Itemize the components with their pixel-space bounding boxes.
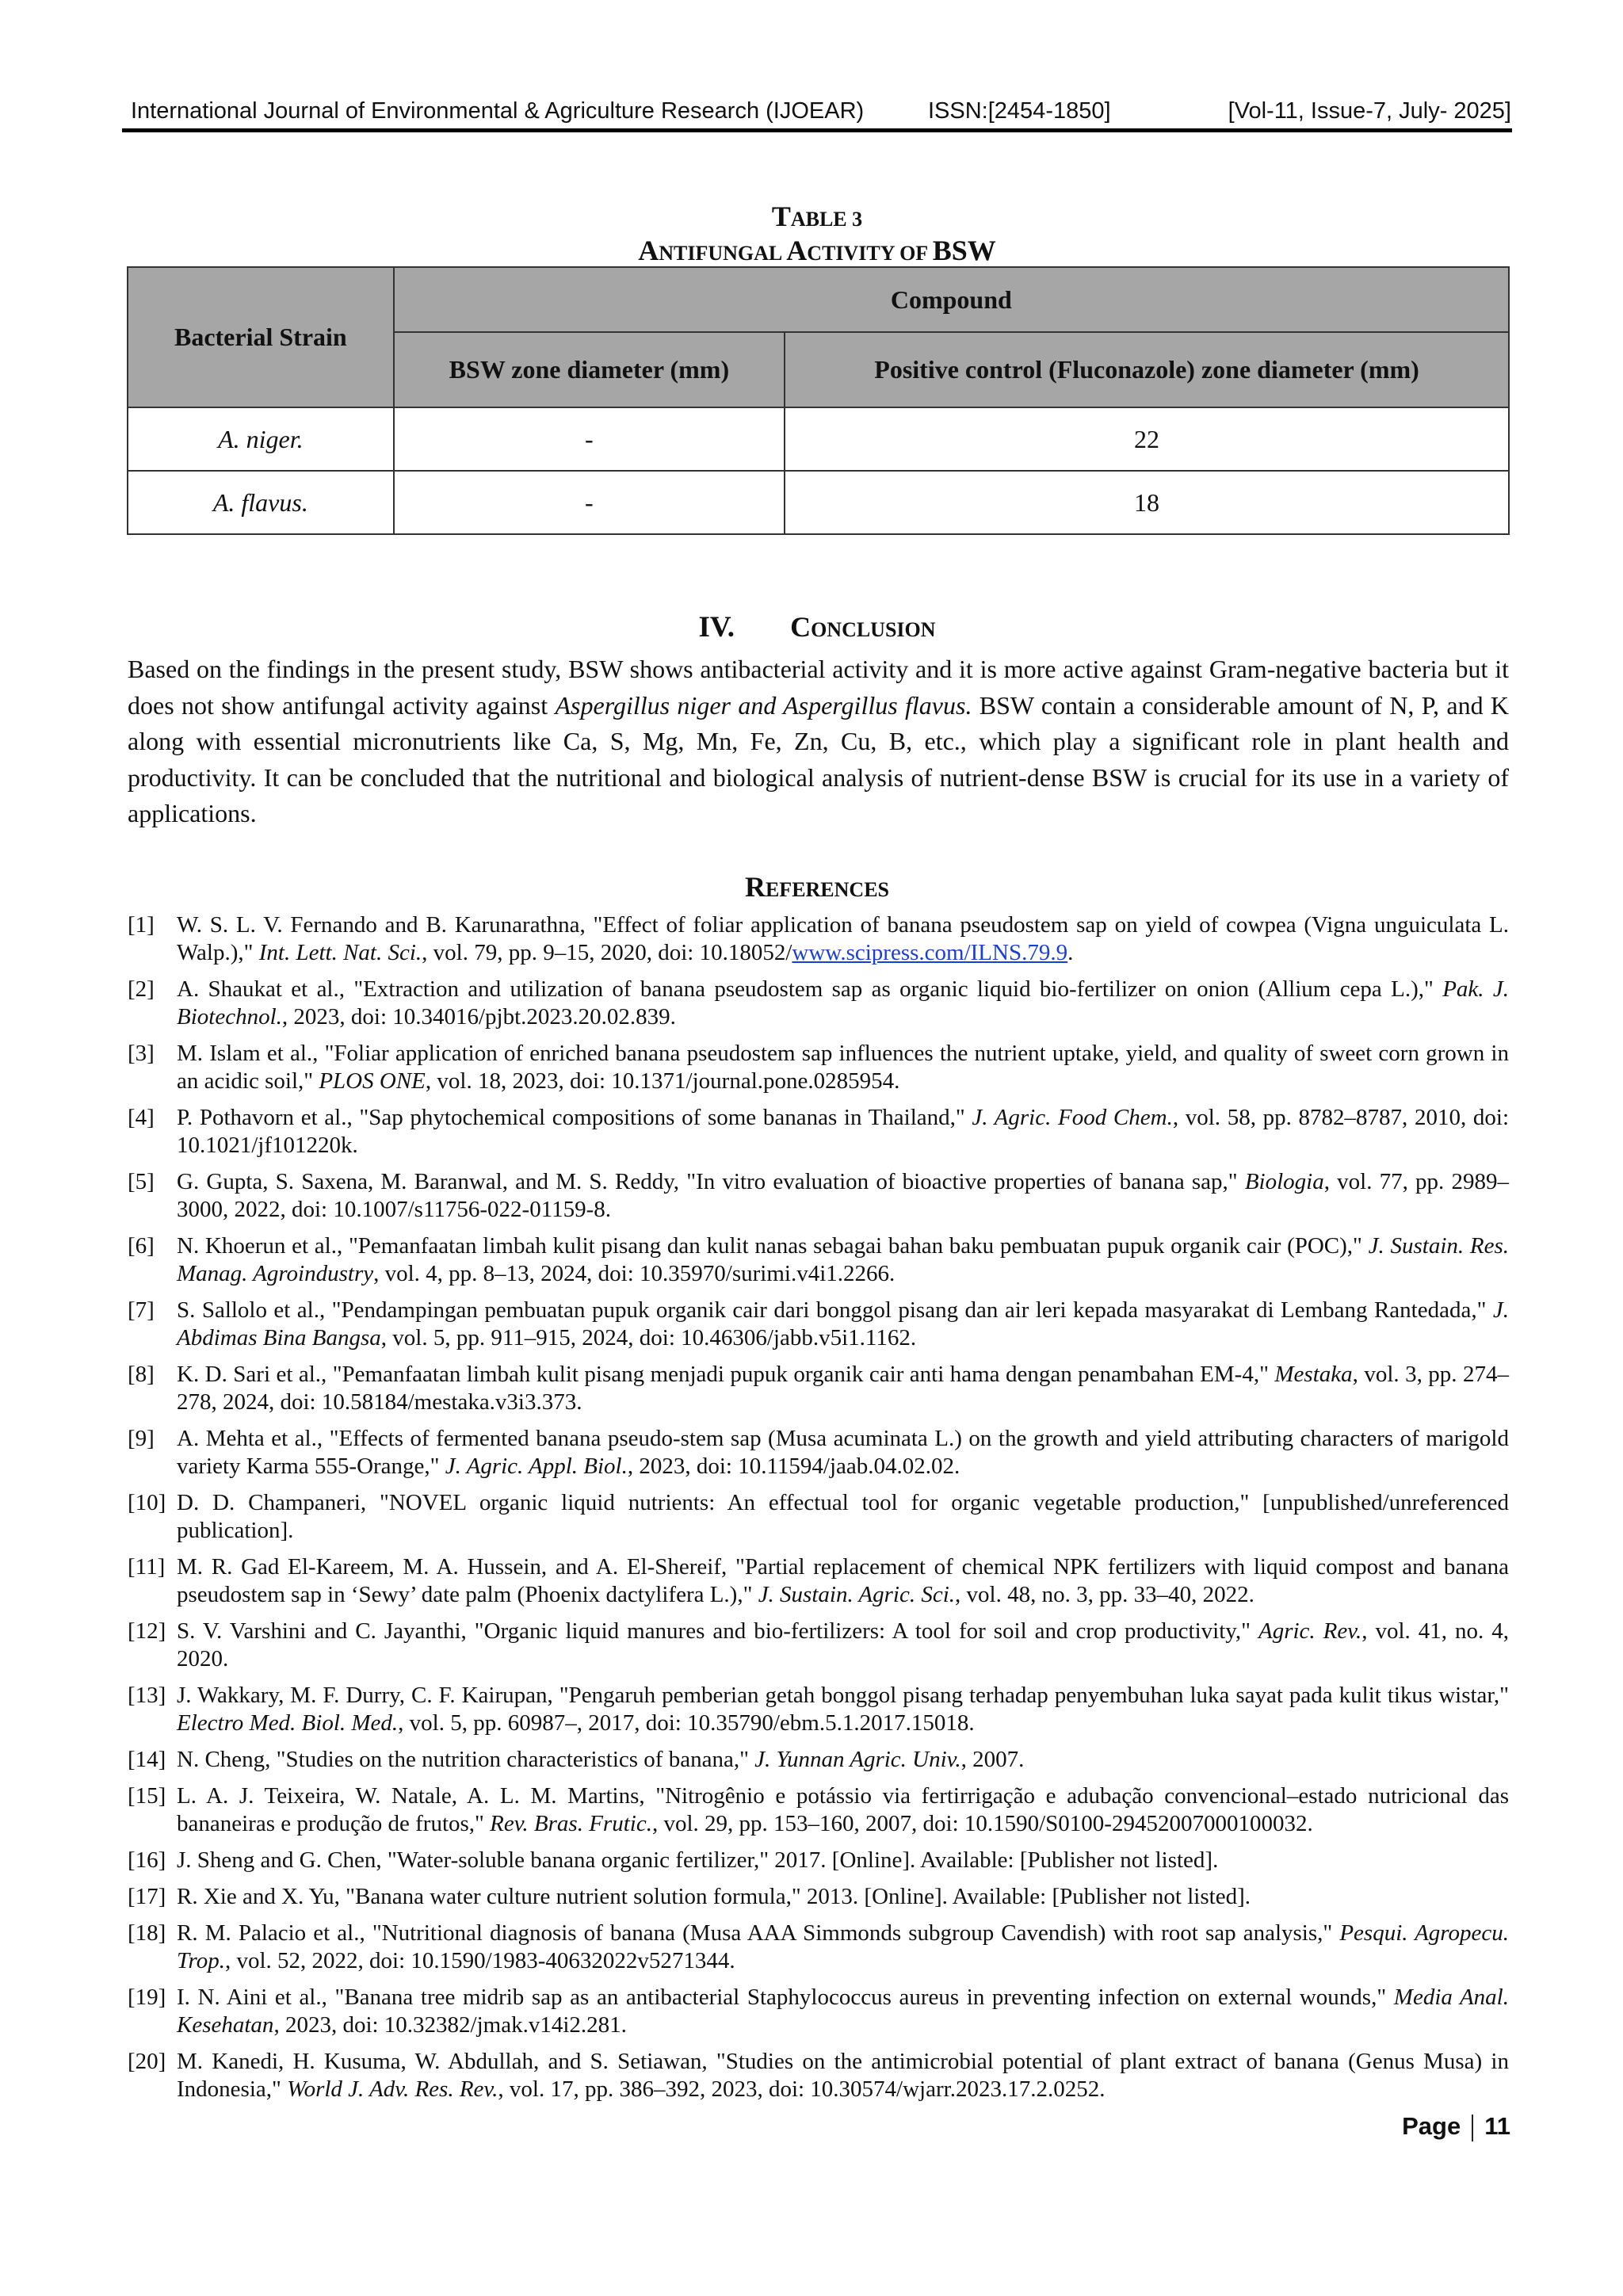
reference-item <box>128 1984 1509 2039</box>
reference-item <box>128 1040 1509 1095</box>
reference-text: J. Wakkary, M. F. Durry, C. F. Kairupan, "Pengaruh pemberian getah bonggol pisang terhadap penyembuhan luka sayat pada kulit tikus wistar," Electro Med. Biol. Med., vol. 5, pp. 60987–, 2017, doi: 10.35790/ebm.5.1.2017.15018. <box>177 1683 1509 1736</box>
reference-item <box>128 1782 1509 1838</box>
volume-issue: [Vol-11, Issue-7, July- 2025] <box>1228 98 1511 124</box>
antifungal-table <box>127 266 1510 535</box>
reference-link[interactable]: www.scipress.com/ILNS.79.9 <box>792 940 1068 965</box>
reference-journal: Pesqui. Agropecu. Trop. <box>177 1920 1509 1973</box>
header-compound: Compound <box>394 267 1509 332</box>
reference-number: [14] <box>128 1747 166 1772</box>
table-caption-number: TABLE 3 <box>771 201 863 232</box>
reference-number: [6] <box>128 1233 155 1259</box>
reference-journal: Int. Lett. Nat. Sci. <box>258 940 422 965</box>
references-heading: REFERENCES <box>744 871 890 903</box>
reference-text: N. Cheng, "Studies on the nutrition characteristics of banana," J. Yunnan Agric. Univ., 2007. <box>177 1747 1025 1772</box>
table-row <box>128 471 1509 534</box>
reference-text: M. Islam et al., "Foliar application of enriched banana pseudostem sap influences the nutrient uptake, yield, and quality of sweet corn grown in an acidic soil," PLOS ONE, vol. 18, 2023, doi: 10.1371/journal.pone.0285954. <box>177 1041 1509 1094</box>
reference-item <box>128 1361 1509 1416</box>
reference-number: [3] <box>128 1041 155 1066</box>
reference-text: I. N. Aini et al., "Banana tree midrib sap as an antibacterial Staphylococcus aureus in preventing infection on external wounds," Media Anal. Kesehatan, 2023, doi: 10.32382/jmak.v14i2.281. <box>177 1985 1509 2038</box>
running-header <box>129 95 1511 130</box>
reference-item <box>128 976 1509 1031</box>
page-number: 11 <box>1484 2112 1510 2140</box>
reference-number: [12] <box>128 1618 166 1644</box>
strain-cell: A. flavus. <box>128 471 394 534</box>
header-control-zone: Positive control (Fluconazole) zone diameter (mm) <box>785 332 1509 407</box>
reference-item <box>128 1168 1509 1224</box>
bsw-cell: - <box>394 407 785 471</box>
reference-number: [13] <box>128 1683 166 1708</box>
reference-item <box>128 1425 1509 1480</box>
control-cell: 18 <box>785 471 1509 534</box>
reference-item <box>128 1920 1509 1975</box>
reference-text: S. Sallolo et al., "Pendampingan pembuatan pupuk organik cair dari bonggol pisang dan air leri kepada masyarakat di Lembang Rantedada," J. Abdimas Bina Bangsa, vol. 5, pp. 911–915, 2024, doi: 10.46306/jabb.v5i1.1162. <box>177 1297 1509 1350</box>
reference-number: [17] <box>128 1884 166 1909</box>
conclusion-heading: IV. CONCLUSION <box>698 611 936 644</box>
page-footer <box>1402 2112 1510 2141</box>
reference-text: M. Kanedi, H. Kusuma, W. Abdullah, and S. Setiawan, "Studies on the antimicrobial potential of plant extract of banana (Genus Musa) in Indonesia," World J. Adv. Res. Rev., vol. 17, pp. 386–392, 2023, doi: 10.30574/wjarr.2023.17.2.0252. <box>177 2049 1509 2102</box>
issn: ISSN:[2454-1850] <box>928 98 1111 124</box>
reference-number: [1] <box>128 912 155 938</box>
header-rule <box>122 128 1512 132</box>
reference-item <box>128 1847 1509 1874</box>
reference-number: [8] <box>128 1362 155 1387</box>
reference-number: [5] <box>128 1169 155 1194</box>
reference-item <box>128 1746 1509 1774</box>
reference-number: [7] <box>128 1297 155 1323</box>
reference-journal: Biologia <box>1244 1169 1324 1194</box>
reference-item <box>128 1104 1509 1159</box>
reference-journal: J. Yunnan Agric. Univ. <box>754 1747 961 1772</box>
reference-number: [20] <box>128 2049 166 2074</box>
bsw-cell: - <box>394 471 785 534</box>
reference-text: R. Xie and X. Yu, "Banana water culture nutrient solution formula," 2013. [Online]. Available: [Publisher not listed]. <box>177 1884 1251 1909</box>
reference-number: [9] <box>128 1426 155 1451</box>
reference-journal: J. Agric. Food Chem. <box>972 1105 1173 1130</box>
reference-item <box>128 1883 1509 1911</box>
reference-text: P. Pothavorn et al., "Sap phytochemical compositions of some bananas in Thailand," J. Agric. Food Chem., vol. 58, pp. 8782–8787, 2010, doi: 10.1021/jf101220k. <box>177 1105 1509 1158</box>
reference-list <box>128 911 1509 2112</box>
reference-number: [11] <box>128 1554 166 1580</box>
reference-item <box>128 911 1509 967</box>
reference-item <box>128 1489 1509 1545</box>
reference-journal: Rev. Bras. Frutic. <box>490 1811 652 1836</box>
reference-item <box>128 2048 1509 2103</box>
reference-text: N. Khoerun et al., "Pemanfaatan limbah kulit pisang dan kulit nanas sebagai bahan baku pembuatan pupuk organik cair (POC)," J. Sustain. Res. Manag. Agroindustry, vol. 4, pp. 8–13, 2024, doi: 10.35970/surimi.v4i1.2266. <box>177 1233 1509 1286</box>
conclusion-paragraph: Based on the findings in the present study, BSW shows antibacterial activity and it is more active against Gram-negative bacteria but it does not show antifungal activity against Aspergillus niger and Aspergillus flavus. BSW contain a considerable amount of N, P, and K along with essential micronutrients like Ca, S, Mg, Mn, Fe, Zn, Cu, B, etc., which play a significant role in plant health and productivity. It can be concluded that the nutritional and biological analysis of nutrient-dense BSW is crucial for its use in a variety of applications. <box>128 655 1510 827</box>
reference-journal: Electro Med. Biol. Med. <box>177 1710 399 1736</box>
reference-number: [19] <box>128 1985 166 2010</box>
reference-journal: Pak. J. Biotechnol. <box>177 976 1509 1030</box>
strain-cell: A. niger. <box>128 407 394 471</box>
reference-item <box>128 1553 1509 1609</box>
header-bsw-zone: BSW zone diameter (mm) <box>394 332 785 407</box>
reference-text: R. M. Palacio et al., "Nutritional diagnosis of banana (Musa AAA Simmonds subgroup Cavendish) with root sap analysis," Pesqui. Agropecu. Trop., vol. 52, 2022, doi: 10.1590/1983-40632022v5271344. <box>177 1920 1509 1973</box>
reference-text: K. D. Sari et al., "Pemanfaatan limbah kulit pisang menjadi pupuk organik cair anti hama dengan penambahan EM-4," Mestaka, vol. 3, pp. 274–278, 2024, doi: 10.58184/mestaka.v3i3.373. <box>177 1362 1510 1415</box>
reference-number: [18] <box>128 1920 166 1946</box>
reference-journal: J. Agric. Appl. Biol. <box>445 1454 628 1479</box>
header-bacterial-strain: Bacterial Strain <box>128 267 394 407</box>
reference-journal: J. Sustain. Agric. Sci. <box>758 1582 956 1607</box>
reference-journal: World J. Adv. Res. Rev. <box>287 2076 498 2102</box>
reference-text: A. Mehta et al., "Effects of fermented banana pseudo-stem sap (Musa acuminata L.) on the growth and yield attributing characters of marigold variety Karma 555-Orange," J. Agric. Appl. Biol., 2023, doi: 10.11594/jaab.04.02.02. <box>177 1426 1509 1479</box>
reference-journal: Mestaka <box>1274 1362 1353 1387</box>
reference-journal: PLOS ONE <box>319 1068 426 1094</box>
footer-separator <box>1472 2115 1473 2141</box>
reference-text: L. A. J. Teixeira, W. Natale, A. L. M. Martins, "Nitrogênio e potássio via fertirrigação e adubação convencional–estado nutricional das bananeiras e produção de frutos," Rev. Bras. Frutic., vol. 29, pp. 153–160, 2007, doi: 10.1590/S0100-29452007000100032. <box>177 1783 1509 1836</box>
reference-journal: J. Abdimas Bina Bangsa <box>177 1297 1509 1350</box>
control-cell: 22 <box>785 407 1509 471</box>
reference-number: [10] <box>128 1490 166 1515</box>
reference-item <box>128 1297 1509 1352</box>
page-label: Page <box>1402 2112 1461 2140</box>
reference-text: A. Shaukat et al., "Extraction and utilization of banana pseudostem sap as organic liquid bio-fertilizer on onion (Allium cepa L.)," Pak. J. Biotechnol., 2023, doi: 10.34016/pjbt.2023.20.02.839. <box>177 976 1509 1030</box>
reference-item <box>128 1682 1509 1737</box>
reference-number: [4] <box>128 1105 155 1130</box>
table-row <box>128 407 1509 471</box>
reference-journal: J. Sustain. Res. Manag. Agroindustry <box>177 1233 1509 1286</box>
table-caption-title: ANTIFUNGAL ACTIVITY OF BSW <box>638 235 996 266</box>
reference-text: W. S. L. V. Fernando and B. Karunarathna, "Effect of foliar application of banana pseudostem sap on yield of cowpea (Vigna unguiculata L. Walp.)," Int. Lett. Nat. Sci., vol. 79, pp. 9–15, 2020, doi: 10.18052/www.scipress.com/ILNS.79.9. <box>177 912 1509 965</box>
reference-text: D. D. Champaneri, "NOVEL organic liquid nutrients: An effectual tool for organic vegetable production," [unpublished/unreferenced publication]. <box>177 1490 1509 1543</box>
reference-text: M. R. Gad El-Kareem, M. A. Hussein, and A. El-Shereif, "Partial replacement of chemical NPK fertilizers with liquid compost and banana pseudostem sap in ‘Sewy’ date palm (Phoenix dactylifera L.)," J. Sustain. Agric. Sci., vol. 48, no. 3, pp. 33–40, 2022. <box>177 1554 1509 1607</box>
reference-journal: Agric. Rev. <box>1258 1618 1362 1644</box>
reference-item <box>128 1618 1509 1673</box>
reference-number: [15] <box>128 1783 166 1809</box>
reference-number: [2] <box>128 976 155 1002</box>
reference-number: [16] <box>128 1847 166 1873</box>
reference-text: G. Gupta, S. Saxena, M. Baranwal, and M. S. Reddy, "In vitro evaluation of bioactive properties of banana sap," Biologia, vol. 77, pp. 2989–3000, 2022, doi: 10.1007/s11756-022-01159-8. <box>177 1169 1509 1222</box>
reference-text: J. Sheng and G. Chen, "Water-soluble banana organic fertilizer," 2017. [Online]. Available: [Publisher not listed]. <box>177 1847 1219 1873</box>
journal-name: International Journal of Environmental & Agriculture Research (IJOEAR) <box>131 98 865 124</box>
reference-item <box>128 1232 1509 1288</box>
section-number: IV. <box>698 611 735 644</box>
reference-journal: Media Anal. Kesehatan <box>177 1985 1509 2038</box>
reference-text: S. V. Varshini and C. Jayanthi, "Organic liquid manures and bio-fertilizers: A tool for soil and crop productivity," Agric. Rev., vol. 41, no. 4, 2020. <box>177 1618 1509 1671</box>
